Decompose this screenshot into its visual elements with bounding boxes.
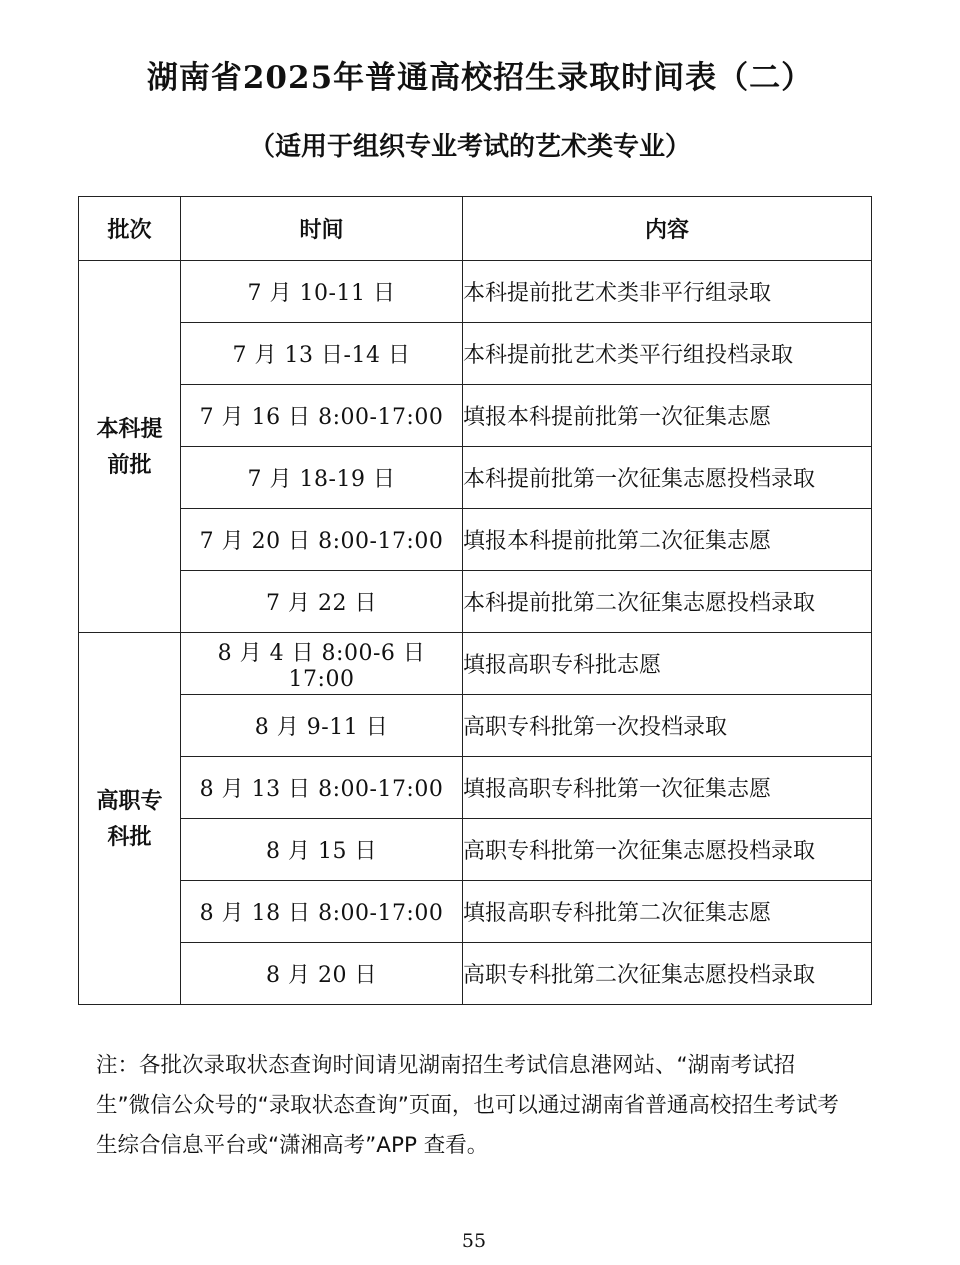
time-cell: 8 月 20 日 <box>181 943 463 1005</box>
time-cell: 7 月 20 日 8:00-17:00 <box>181 509 463 571</box>
time-cell: 7 月 10-11 日 <box>181 261 463 323</box>
header-batch: 批次 <box>79 197 181 261</box>
content-cell: 本科提前批艺术类非平行组录取 <box>463 261 872 323</box>
content-cell: 填报高职专科批第一次征集志愿 <box>463 757 872 819</box>
table-row <box>79 385 872 447</box>
table-row <box>79 943 872 1005</box>
table-row <box>79 881 872 943</box>
time-cell: 8 月 9-11 日 <box>181 695 463 757</box>
time-cell: 7 月 16 日 8:00-17:00 <box>181 385 463 447</box>
table-row <box>79 757 872 819</box>
content-cell: 本科提前批艺术类平行组投档录取 <box>463 323 872 385</box>
content-cell: 填报高职专科批志愿 <box>463 633 872 695</box>
batch-cell-vocational <box>79 633 181 1005</box>
content-cell: 本科提前批第一次征集志愿投档录取 <box>463 447 872 509</box>
time-cell: 7 月 13 日-14 日 <box>181 323 463 385</box>
table-row <box>79 695 872 757</box>
batch-label: 本科提前批 <box>96 415 163 478</box>
table-row <box>79 633 872 695</box>
page-subtitle: （适用于组织专业考试的艺术类专业） <box>248 132 691 162</box>
content-cell: 高职专科批第一次投档录取 <box>463 695 872 757</box>
table-header-row <box>79 197 872 261</box>
admission-schedule-table <box>78 196 872 1005</box>
header-content: 内容 <box>463 197 872 261</box>
table-row <box>79 261 872 323</box>
time-cell: 8 月 15 日 <box>181 819 463 881</box>
content-cell: 填报高职专科批第二次征集志愿 <box>463 881 872 943</box>
table-row <box>79 819 872 881</box>
batch-label: 高职专科批 <box>96 787 163 850</box>
time-cell: 8 月 13 日 8:00-17:00 <box>181 757 463 819</box>
page-number: 55 <box>461 1230 487 1252</box>
batch-cell-undergraduate <box>79 261 181 633</box>
content-cell: 本科提前批第二次征集志愿投档录取 <box>463 571 872 633</box>
header-time: 时间 <box>181 197 463 261</box>
page-title: 湖南省2025年普通高校招生录取时间表（二） <box>146 60 814 96</box>
footnote: 注：各批次录取状态查询时间请见湖南招生考试信息港网站、“湖南考试招生”微信公众号的“录取状态查询”页面，也可以通过湖南省普通高校招生考试考生综合信息平台或“潇湘高考”APP 查看。 <box>96 1053 839 1158</box>
time-cell: 8 月 18 日 8:00-17:00 <box>181 881 463 943</box>
content-cell: 高职专科批第二次征集志愿投档录取 <box>463 943 872 1005</box>
table-row <box>79 571 872 633</box>
table-row <box>79 323 872 385</box>
content-cell: 填报本科提前批第一次征集志愿 <box>463 385 872 447</box>
time-cell: 7 月 18-19 日 <box>181 447 463 509</box>
time-cell: 8 月 4 日 8:00-6 日 17:00 <box>181 633 463 695</box>
table-row <box>79 509 872 571</box>
content-cell: 高职专科批第一次征集志愿投档录取 <box>463 819 872 881</box>
content-cell: 填报本科提前批第二次征集志愿 <box>463 509 872 571</box>
table-row <box>79 447 872 509</box>
time-cell: 7 月 22 日 <box>181 571 463 633</box>
